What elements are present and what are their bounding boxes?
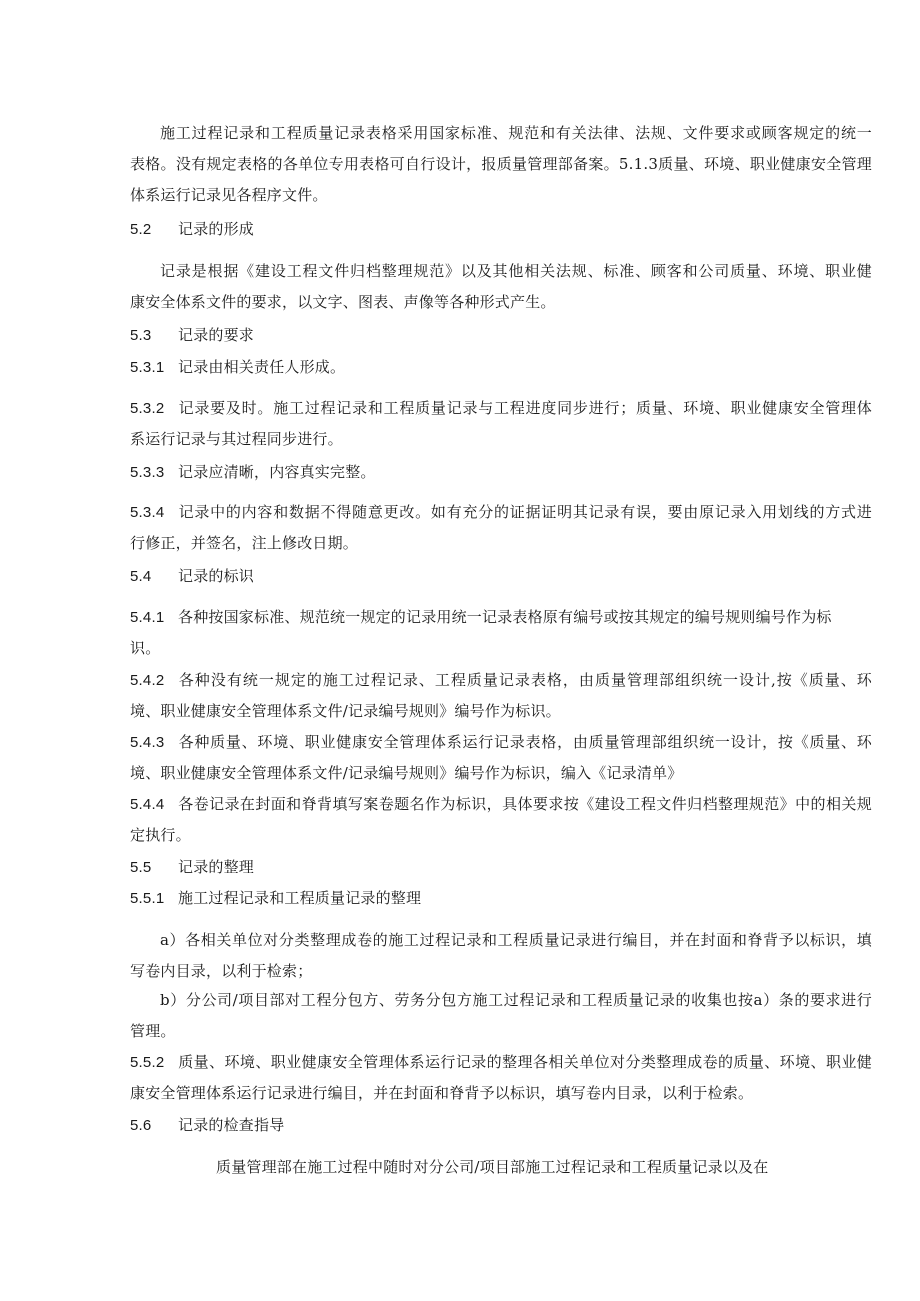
section-title: 记录的要求	[178, 326, 255, 344]
section-number: 5.4.4	[130, 796, 165, 813]
text-line: 体系运行记录见各程序文件。	[130, 186, 328, 204]
text-line: 系运行记录与其过程同步进行。	[130, 430, 343, 448]
clause-5-3-3	[130, 457, 872, 488]
text-line: 康安全体系文件的要求，以文字、图表、声像等各种形式产生。	[130, 293, 556, 311]
clause-5-3-4	[130, 497, 872, 559]
text-line: 质量管理部在施工过程中随时对分公司/项目部施工过程记录和工程质量记录以及在	[216, 1158, 769, 1176]
text-line: 施工过程记录和工程质量记录的整理	[178, 889, 422, 907]
text-line: 记录应清晰，内容真实完整。	[178, 463, 376, 481]
clause-5-5-2	[130, 1047, 872, 1109]
text-line: 境、职业健康安全管理体系文件/记录编号规则》编号作为标识，编入《记录清单》	[130, 764, 683, 782]
text-line: 识。	[130, 639, 161, 657]
section-number: 5.4.3	[130, 734, 165, 751]
text-line: b）分公司/项目部对工程分包方、劳务分包方施工过程记录和工程质量记录的收集也按a）条的要求进行	[160, 991, 872, 1009]
section-number: 5.5	[130, 859, 152, 876]
heading-5-5	[130, 852, 872, 883]
clause-5-3-2	[130, 393, 872, 455]
clause-5-4-2	[130, 665, 872, 727]
clause-5-4-3	[130, 727, 872, 789]
section-number: 5.3.3	[130, 464, 165, 481]
section-title: 记录的检查指导	[178, 1116, 285, 1134]
paragraph-5-6	[216, 1152, 816, 1183]
section-number: 5.4	[130, 568, 152, 585]
text-line: 各种质量、环境、职业健康安全管理体系运行记录表格，由质量管理部组织统一设计，按《质量、环	[178, 733, 872, 751]
item-b	[130, 985, 872, 1047]
section-number: 5.4.2	[130, 672, 165, 689]
text-line: a）各相关单位对分类整理成卷的施工过程记录和工程质量记录进行编目，并在封面和脊背予以标识，填	[160, 931, 872, 949]
text-line: 各卷记录在封面和脊背填写案卷题名作为标识，具体要求按《建设工程文件归档整理规范》中的相关规	[178, 795, 872, 813]
heading-5-4	[130, 561, 872, 592]
section-title: 记录的形成	[178, 220, 255, 238]
text-line: 各种没有统一规定的施工过程记录、工程质量记录表格，由质量管理部组织统一设计,按《质量、环	[178, 671, 872, 689]
section-title: 记录的标识	[178, 567, 255, 585]
text-line: 各种按国家标准、规范统一规定的记录用统一记录表格原有编号或按其规定的编号规则编号作为标	[178, 608, 832, 626]
clause-5-3-1	[130, 352, 872, 383]
heading-5-6	[130, 1110, 872, 1141]
section-number: 5.5.2	[130, 1054, 165, 1071]
text-line: 康安全管理体系运行记录进行编目，并在封面和脊背予以标识，填写卷内目录，以利于检索。	[130, 1084, 754, 1102]
section-number: 5.3	[130, 327, 152, 344]
clause-5-4-1	[130, 602, 872, 664]
heading-5-2	[130, 214, 872, 245]
section-title: 记录的整理	[178, 858, 255, 876]
section-number: 5.2	[130, 221, 152, 238]
text-line: 行修正，并签名，注上修改日期。	[130, 534, 359, 552]
section-number: 5.3.1	[130, 359, 165, 376]
text-line: 记录中的内容和数据不得随意更改。如有充分的证据证明其记录有误，要由原记录入用划线的方式进	[178, 503, 872, 521]
clause-5-4-4	[130, 789, 872, 851]
text-line: 记录要及时。施工过程记录和工程质量记录与工程进度同步进行；质量、环境、职业健康安全管理体	[178, 399, 872, 417]
text-line: 质量、环境、职业健康安全管理体系运行记录的整理各相关单位对分类整理成卷的质量、环境、职业健	[178, 1053, 872, 1071]
section-number: 5.6	[130, 1117, 152, 1134]
text-line: 记录由相关责任人形成。	[178, 358, 346, 376]
heading-5-3	[130, 320, 872, 351]
text-line: 定执行。	[130, 826, 191, 844]
clause-5-5-1	[130, 883, 872, 914]
paragraph-5-2	[130, 256, 872, 318]
text-line: 写卷内目录，以利于检索；	[130, 962, 313, 980]
section-number: 5.4.1	[130, 609, 165, 626]
text-line: 记录是根据《建设工程文件归档整理规范》以及其他相关法规、标准、顾客和公司质量、环境、职业健	[160, 262, 872, 280]
item-a	[130, 925, 872, 987]
section-number: 5.5.1	[130, 890, 165, 907]
text-line: 施工过程记录和工程质量记录表格采用国家标准、规范和有关法律、法规、文件要求或顾客规定的统一	[160, 124, 872, 142]
text-line: 管理。	[130, 1022, 176, 1040]
section-number: 5.3.2	[130, 400, 165, 417]
text-line: 境、职业健康安全管理体系文件/记录编号规则》编号作为标识。	[130, 702, 561, 720]
section-number: 5.3.4	[130, 504, 165, 521]
text-line: 表格。没有规定表格的各单位专用表格可自行设计，报质量管理部备案。5.1.3质量、环境、职业健康安全管理	[130, 155, 872, 173]
paragraph-5-1-2	[130, 118, 872, 211]
